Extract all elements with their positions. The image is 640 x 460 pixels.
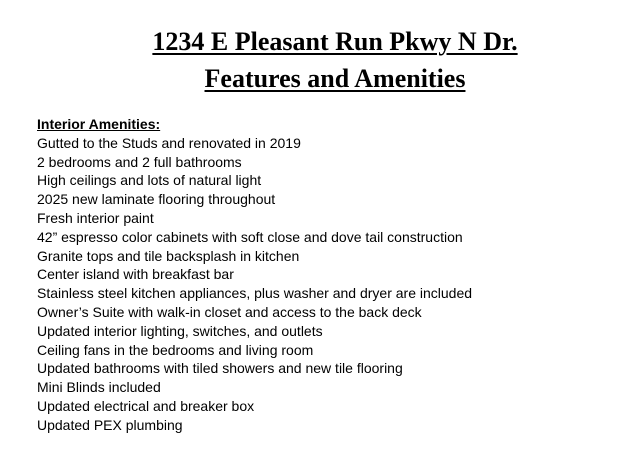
- list-item: Fresh interior paint: [37, 209, 154, 226]
- list-item: Center island with breakfast bar: [37, 266, 234, 283]
- list-item: 2025 new laminate flooring throughout: [37, 191, 276, 208]
- list-item: Updated bathrooms with tiled showers and new tile flooring: [37, 360, 403, 377]
- list-item: Stainless steel kitchen appliances, plus washer and dryer are included: [37, 285, 473, 302]
- list-item: Owner’s Suite with walk-in closet and access to the back deck: [37, 303, 422, 320]
- list-item: High ceilings and lots of natural light: [37, 172, 262, 189]
- interior-amenities-section: [37, 115, 472, 435]
- list-item: Granite tops and tile backsplash in kitchen: [37, 247, 300, 264]
- title-address: 1234 E Pleasant Run Pkwy N Dr.: [152, 27, 518, 56]
- document-title: [0, 24, 640, 97]
- list-item: Updated interior lighting, switches, and outlets: [37, 322, 323, 339]
- list-item: Mini Blinds included: [37, 379, 161, 396]
- section-heading: Interior Amenities:: [37, 116, 161, 132]
- list-item: 2 bedrooms and 2 full bathrooms: [37, 153, 242, 170]
- list-item: Ceiling fans in the bedrooms and living room: [37, 341, 314, 358]
- list-item: 42” espresso color cabinets with soft close and dove tail construction: [37, 228, 463, 245]
- list-item: Updated electrical and breaker box: [37, 397, 255, 414]
- title-subtitle: Features and Amenities: [204, 64, 466, 93]
- list-item: Gutted to the Studs and renovated in 2019: [37, 134, 301, 151]
- list-item: Updated PEX plumbing: [37, 416, 183, 433]
